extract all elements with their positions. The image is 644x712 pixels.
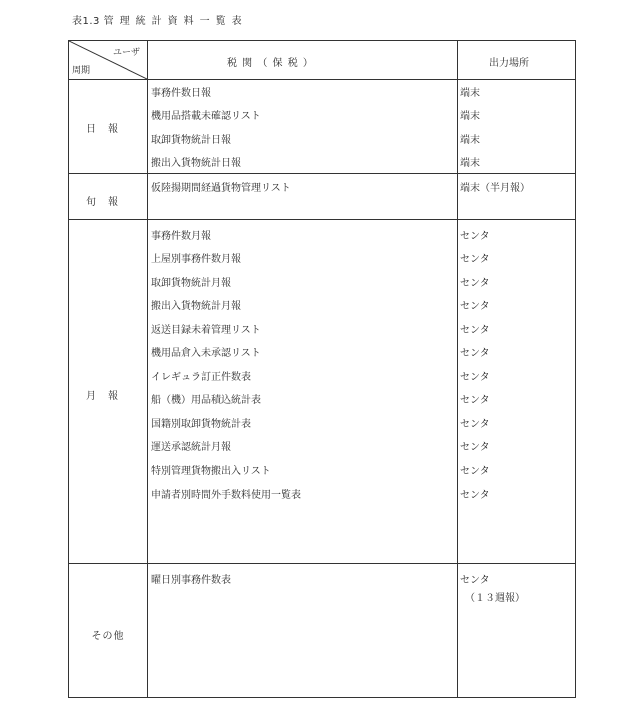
output-location: センタ	[460, 575, 490, 586]
output-location: センタ	[460, 278, 490, 289]
list-item: 運送承認統計月報	[151, 442, 231, 453]
list-item: 事務件数月報	[151, 231, 211, 242]
table-number: 表1.3	[72, 16, 100, 27]
output-location: 端末（半月報）	[460, 183, 530, 194]
list-item: 船（機）用品積込統計表	[151, 395, 261, 406]
list-item: 申請者別時間外手数料使用一覧表	[151, 490, 301, 501]
output-location: 端末	[460, 135, 480, 146]
period-other: その他	[91, 631, 125, 642]
header-output-location-label: 出力場所	[489, 58, 529, 69]
list-item: 機用品搭載未確認リスト	[151, 111, 261, 122]
list-item: 仮陸揚期間経過貨物管理リスト	[151, 183, 291, 194]
list-item: 国籍別取卸貨物統計表	[151, 419, 251, 430]
list-item: 搬出入貨物統計月報	[151, 301, 241, 312]
table-title: 管理統計資料一覧表	[103, 16, 248, 27]
output-location: センタ	[460, 372, 490, 383]
page-title	[72, 12, 248, 27]
output-location: 端末	[460, 111, 480, 122]
list-item: 搬出入貨物統計日報	[151, 158, 241, 169]
statistics-table	[68, 40, 576, 698]
list-item: イレギュラ訂正件数表	[151, 372, 251, 383]
output-location: センタ	[460, 231, 490, 242]
row-divider	[69, 563, 575, 564]
column-divider	[147, 41, 148, 697]
output-location: センタ	[460, 348, 490, 359]
list-item: 上屋別事務件数月報	[151, 254, 241, 265]
output-location: センタ	[460, 490, 490, 501]
output-location: 端末	[460, 88, 480, 99]
row-divider	[69, 173, 575, 174]
period-ten-day: 旬報	[86, 197, 130, 208]
header-user-label: ユーザ	[113, 48, 141, 58]
output-location: センタ	[460, 395, 490, 406]
list-item: 曜日別事務件数表	[151, 575, 231, 586]
header-customs-label: 税 関 （ 保 税 ）	[227, 58, 314, 69]
list-item: 機用品倉入未承認リスト	[151, 348, 261, 359]
output-location: センタ	[460, 301, 490, 312]
output-location: センタ	[460, 419, 490, 430]
period-daily: 日報	[86, 124, 130, 135]
list-item: 取卸貨物統計日報	[151, 135, 231, 146]
output-location: センタ	[460, 442, 490, 453]
row-divider	[69, 79, 575, 80]
output-location-note: （１３週報）	[465, 593, 525, 604]
list-item: 事務件数日報	[151, 88, 211, 99]
row-divider	[69, 219, 575, 220]
list-item: 取卸貨物統計月報	[151, 278, 231, 289]
list-item: 特別管理貨物搬出入リスト	[151, 466, 271, 477]
column-divider	[457, 41, 458, 697]
list-item: 返送目録未着管理リスト	[151, 325, 261, 336]
header-period-label: 周期	[72, 66, 91, 76]
output-location: 端末	[460, 158, 480, 169]
output-location: センタ	[460, 254, 490, 265]
period-monthly: 月報	[86, 391, 130, 402]
output-location: センタ	[460, 325, 490, 336]
output-location: センタ	[460, 466, 490, 477]
